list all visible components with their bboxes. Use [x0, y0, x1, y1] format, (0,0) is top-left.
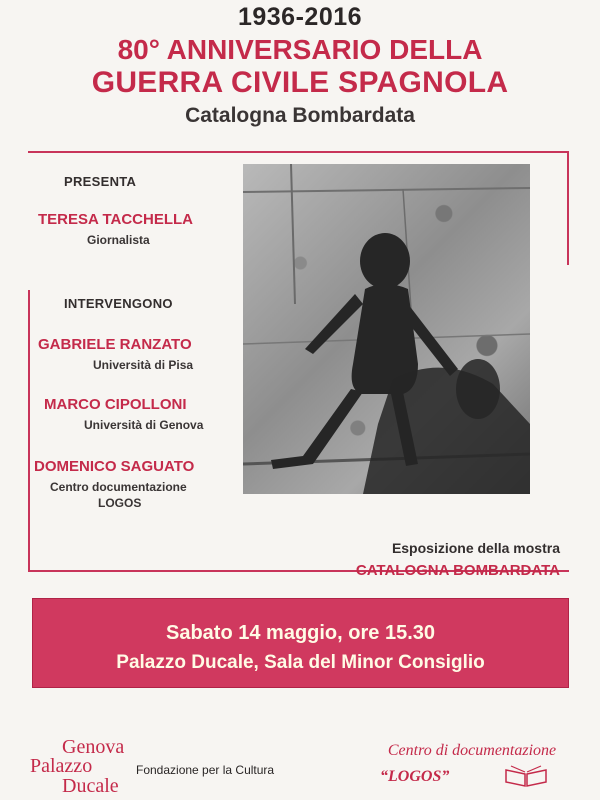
speakers-role: INTERVENGONO — [64, 296, 173, 311]
event-years: 1936-2016 — [237, 3, 363, 31]
shadow-photo — [243, 164, 530, 494]
presenter-name: TERESA TACCHELLA — [38, 211, 193, 228]
speaker-affiliation: Università di Pisa — [93, 358, 194, 372]
palazzo-ducale-logo-genova: Genova — [62, 736, 125, 758]
frame-rule-top — [28, 151, 569, 153]
centro-documentazione-label: Centro di documentazione — [387, 742, 557, 759]
speaker-affiliation-org: LOGOS — [98, 496, 142, 510]
foundation-name: Fondazione per la Cultura — [136, 763, 275, 777]
presenter-role: PRESENTA — [64, 174, 137, 189]
exhibition-label: Esposizione della mostra — [391, 540, 560, 556]
event-banner — [32, 598, 569, 688]
title-line-1: 80° ANNIVERSARIO DELLA — [117, 34, 483, 65]
speaker-affiliation: Università di Genova — [84, 418, 204, 432]
logos-name: “LOGOS” — [380, 768, 450, 785]
child-shadow-silhouette — [243, 164, 530, 494]
speaker-name: DOMENICO SAGUATO — [34, 458, 195, 475]
frame-rule-right — [567, 151, 569, 265]
palazzo-ducale-logo-palazzo: Palazzo — [30, 755, 93, 777]
event-datetime: Sabato 14 maggio, ore 15.30 — [166, 622, 435, 644]
speaker-affiliation: Centro documentazione — [50, 480, 187, 494]
subtitle: Catalogna Bombardata — [185, 104, 415, 127]
title-line-2: GUERRA CIVILE SPAGNOLA — [91, 66, 509, 99]
frame-rule-left — [28, 290, 30, 572]
palazzo-ducale-logo-ducale: Ducale — [62, 775, 119, 797]
speaker-name: GABRIELE RANZATO — [38, 336, 192, 353]
event-venue: Palazzo Ducale, Sala del Minor Consiglio — [116, 652, 485, 673]
presenter-affiliation: Giornalista — [87, 233, 150, 247]
speaker-name: MARCO CIPOLLONI — [44, 396, 187, 413]
exhibition-title: CATALOGNA BOMBARDATA — [355, 562, 560, 579]
open-book-icon — [503, 764, 549, 793]
